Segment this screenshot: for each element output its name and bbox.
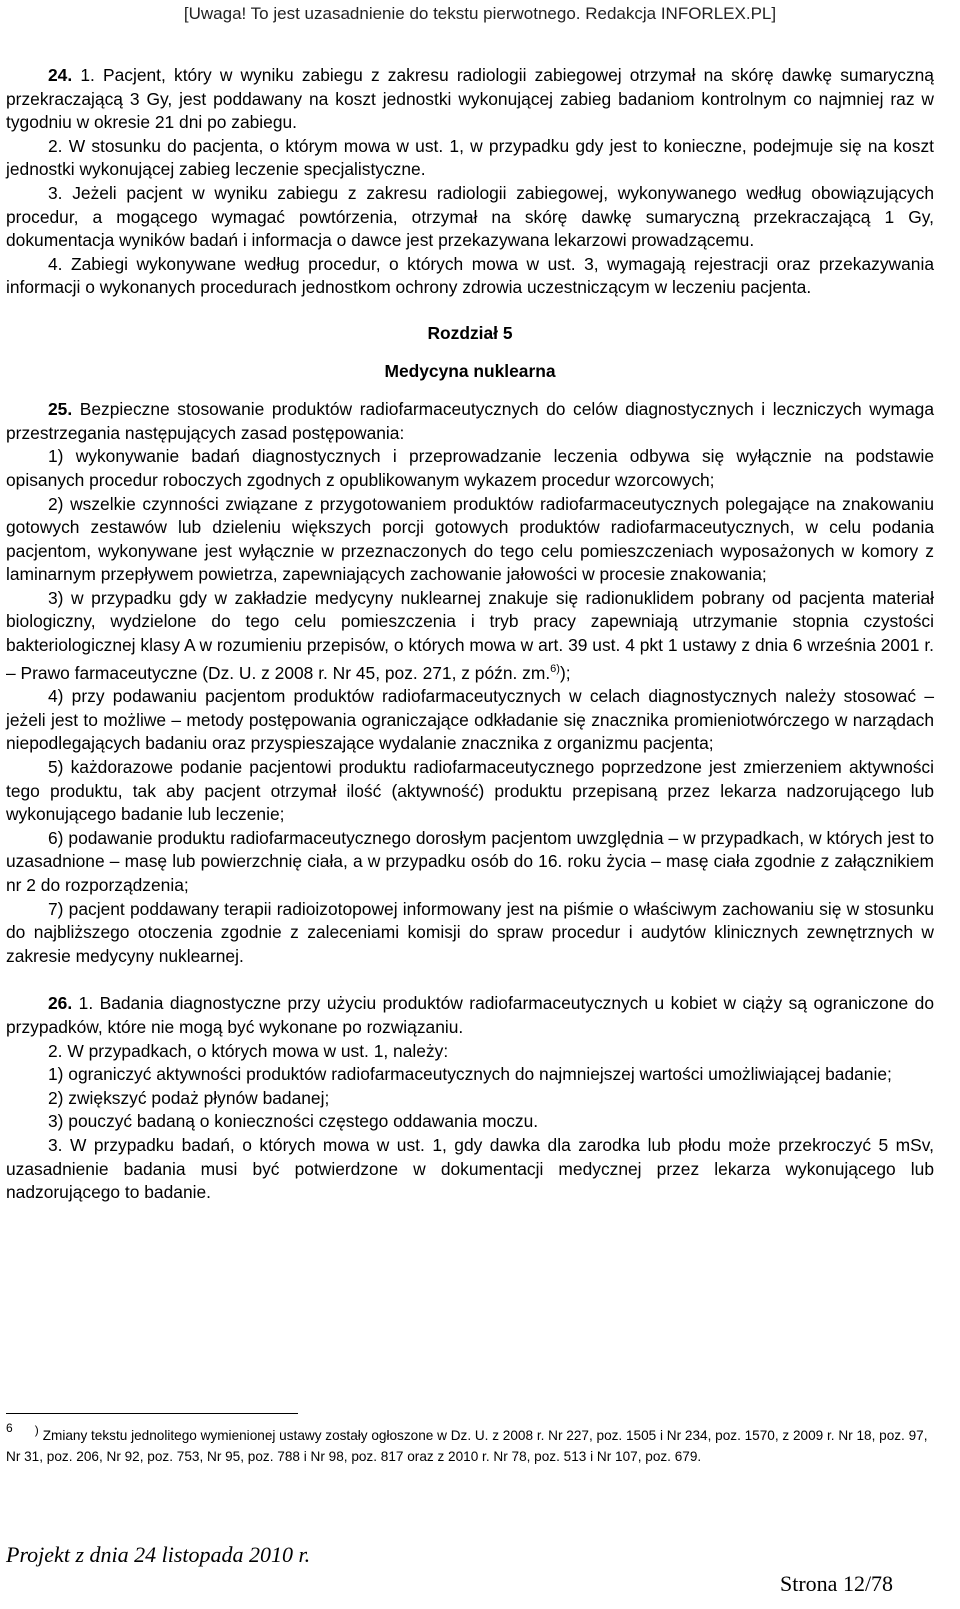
section-25-item-5: 5) każdorazowe podanie pacjentowi produktu radiofarmaceutycznego poprzedzone jest zmierzeniem aktywności tego produktu, tak aby pacjent otrzymał ilość (aktywność) produktu przepisaną przez lekarza nadzorującego lub wykonującego badanie lub leczenie;	[6, 757, 934, 825]
section-25-item-7: 7) pacjent poddawany terapii radioizotopowej informowany jest na piśmie o właściwym zachowaniu się w stosunku do najbliższego otoczenia zgodnie z zaleceniami komisji do spraw procedur i audytów klinicznych zewnętrznych w zakresie medycyny nuklearnej.	[6, 898, 934, 966]
section-26-para-2: 2. W przypadkach, o których mowa w ust. 1, należy:	[48, 1040, 449, 1061]
footnote-divider	[6, 1413, 298, 1414]
chapter-title: Medycyna nuklearna	[384, 360, 556, 381]
section-26-para-2-item-3: 3) pouczyć badaną o konieczności częstego oddawania moczu.	[48, 1111, 539, 1132]
page-number: Strona 12/78	[780, 1571, 894, 1596]
chapter-number: Rozdział 5	[427, 322, 513, 343]
section-26-para-2-item-1: 1) ograniczyć aktywności produktów radiofarmaceutycznych do najmniejszej wartości umożliwiającej badanie;	[48, 1064, 892, 1085]
section-24-para-3: 3. Jeżeli pacjent w wyniku zabiegu z zakresu radiologii zabiegowej, wykonywanego według obowiązujących procedur, a mogącego wymagać powtórzenia, otrzymał na skórę dawkę sumaryczną przekraczającą 1 Gy, dokumentacja wyników badań i informacja o dawce jest przekazywana lekarzowi prowadzącemu.	[6, 182, 934, 251]
section-24-para-2: 2. W stosunku do pacjenta, o którym mowa w ust. 1, w przypadku gdy jest to konieczne, podejmuje się na koszt jednostki wykonującej zabieg leczenie specjalistyczne.	[6, 135, 934, 180]
section-26-para-1	[6, 992, 934, 1039]
footnote-paren: )	[34, 1423, 39, 1437]
footnote	[6, 1418, 930, 1467]
section-24-para-4: 4. Zabiegi wykonywane według procedur, o których mowa w ust. 3, wymagają rejestracji oraz przekazywania informacji o wykonanych procedurach jednostkom ochrony zdrowia uczestniczącym w leczeniu pacjenta.	[6, 253, 934, 298]
section-26-number: 26.	[48, 993, 73, 1014]
footnote-reference[interactable]: 6)	[550, 662, 560, 675]
section-25-item-6: 6) podawanie produktu radiofarmaceutycznego dorosłym pacjentom uwzględnia – w przypadkach, w których jest to uzasadnione – masę lub powierzchnię ciała, a w przypadku osób do 16. roku życia – masę ciała zgodnie z załącznikiem nr 2 do rozporządzenia;	[6, 827, 934, 895]
section-25-item-3	[6, 587, 934, 685]
redaction-banner: [Uwaga! To jest uzasadnienie do tekstu pierwotnego. Redakcja INFORLEX.PL]	[183, 4, 777, 23]
section-26-para-2-item-2: 2) zwiększyć podaż płynów badanej;	[48, 1087, 330, 1108]
section-25-item-3-end: );	[559, 662, 571, 683]
section-25-intro	[6, 398, 934, 445]
section-25-number: 25.	[48, 399, 73, 420]
section-24-para-1-text: 1. Pacjent, który w wyniku zabiegu z zakresu radiologii zabiegowej otrzymał na skórę dawkę sumaryczną przekraczającą 3 Gy, jest poddawany na koszt jednostki wykonującej zabieg badaniom kontrolnym co najmniej raz w tygodniu w okresie 21 dni po zabiegu.	[6, 65, 934, 133]
section-26-para-1-text: 1. Badania diagnostyczne przy użyciu produktów radiofarmaceutycznych u kobiet w ciąży są ograniczone do przypadków, które nie mogą być wykonane po rozwiązaniu.	[6, 993, 934, 1037]
section-25-item-3-text: 3) w przypadku gdy w zakładzie medycyny nuklearnej znakuje się radionuklidem pobrany od pacjenta materiał biologiczny, wydzielone do tego celu pomieszczenia i tryb pracy zapewniają utrzymanie stopnia czystości bakteriologicznej klasy A w rozumieniu przepisów, o których mowa w art. 39 ust. 4 pkt 1 ustawy z dnia 6 września 2001 r. – Prawo farmaceutyczne (Dz. U. z 2008 r. Nr 45, poz. 271, z późn. zm.	[6, 587, 934, 683]
section-24-number: 24.	[48, 65, 73, 85]
section-25-item-1: 1) wykonywanie badań diagnostycznych i przeprowadzanie leczenia odbywa się wyłącznie na podstawie opisanych procedur roboczych zgodnych z opublikowanym wykazem procedur wzorcowych;	[6, 446, 934, 490]
section-26-para-3: 3. W przypadku badań, o których mowa w ust. 1, gdy dawka dla zarodka lub płodu może przekroczyć 5 mSv, uzasadnienie badania musi być potwierdzone w dokumentacji medycznej przez lekarza wykonującego lub nadzorującego to badanie.	[6, 1134, 934, 1203]
section-25-item-2: 2) wszelkie czynności związane z przygotowaniem produktów radiofarmaceutycznych polegające na znakowaniu gotowych zestawów lub dzieleniu większych porcji gotowych produktów radiofarmaceutycznych, w celu podania pacjentom, wykonywane jest wyłącznie w przeznaczonych do tego celu pomieszczeniach wyposażonych w komory z laminarnym przepływem powietrza, zapewniających zachowanie jałowości w procesie znakowania;	[6, 493, 934, 585]
footnote-number: 6	[6, 1421, 13, 1435]
document-body	[6, 64, 934, 1205]
section-25-intro-text: Bezpieczne stosowanie produktów radiofarmaceutycznych do celów diagnostycznych i leczniczych wymaga przestrzegania następujących zasad postępowania:	[6, 399, 934, 443]
footnote-text: Zmiany tekstu jednolitego wymienionej ustawy zostały ogłoszone w Dz. U. z 2008 r. Nr 227, poz. 1505 i Nr 234, poz. 1570, z 2009 r. Nr 18, poz. 97, Nr 31, poz. 206, Nr 92, poz. 753, Nr 95, poz. 788 i Nr 98, poz. 817 oraz z 2010 r. Nr 78, poz. 513 i Nr 107, poz. 679.	[6, 1428, 928, 1464]
draft-date: Projekt z dnia 24 listopada 2010 r.	[6, 1542, 311, 1567]
section-24-para-1	[6, 64, 934, 135]
section-25-item-4: 4) przy podawaniu pacjentom produktów radiofarmaceutycznych w celach diagnostycznych należy stosować – jeżeli jest to możliwe – metody postępowania ograniczające odkładanie się znacznika promieniotwórczego w narządach niepodlegających badaniu oraz przyspieszające wydalanie znacznika z organizmu pacjenta;	[6, 686, 934, 754]
